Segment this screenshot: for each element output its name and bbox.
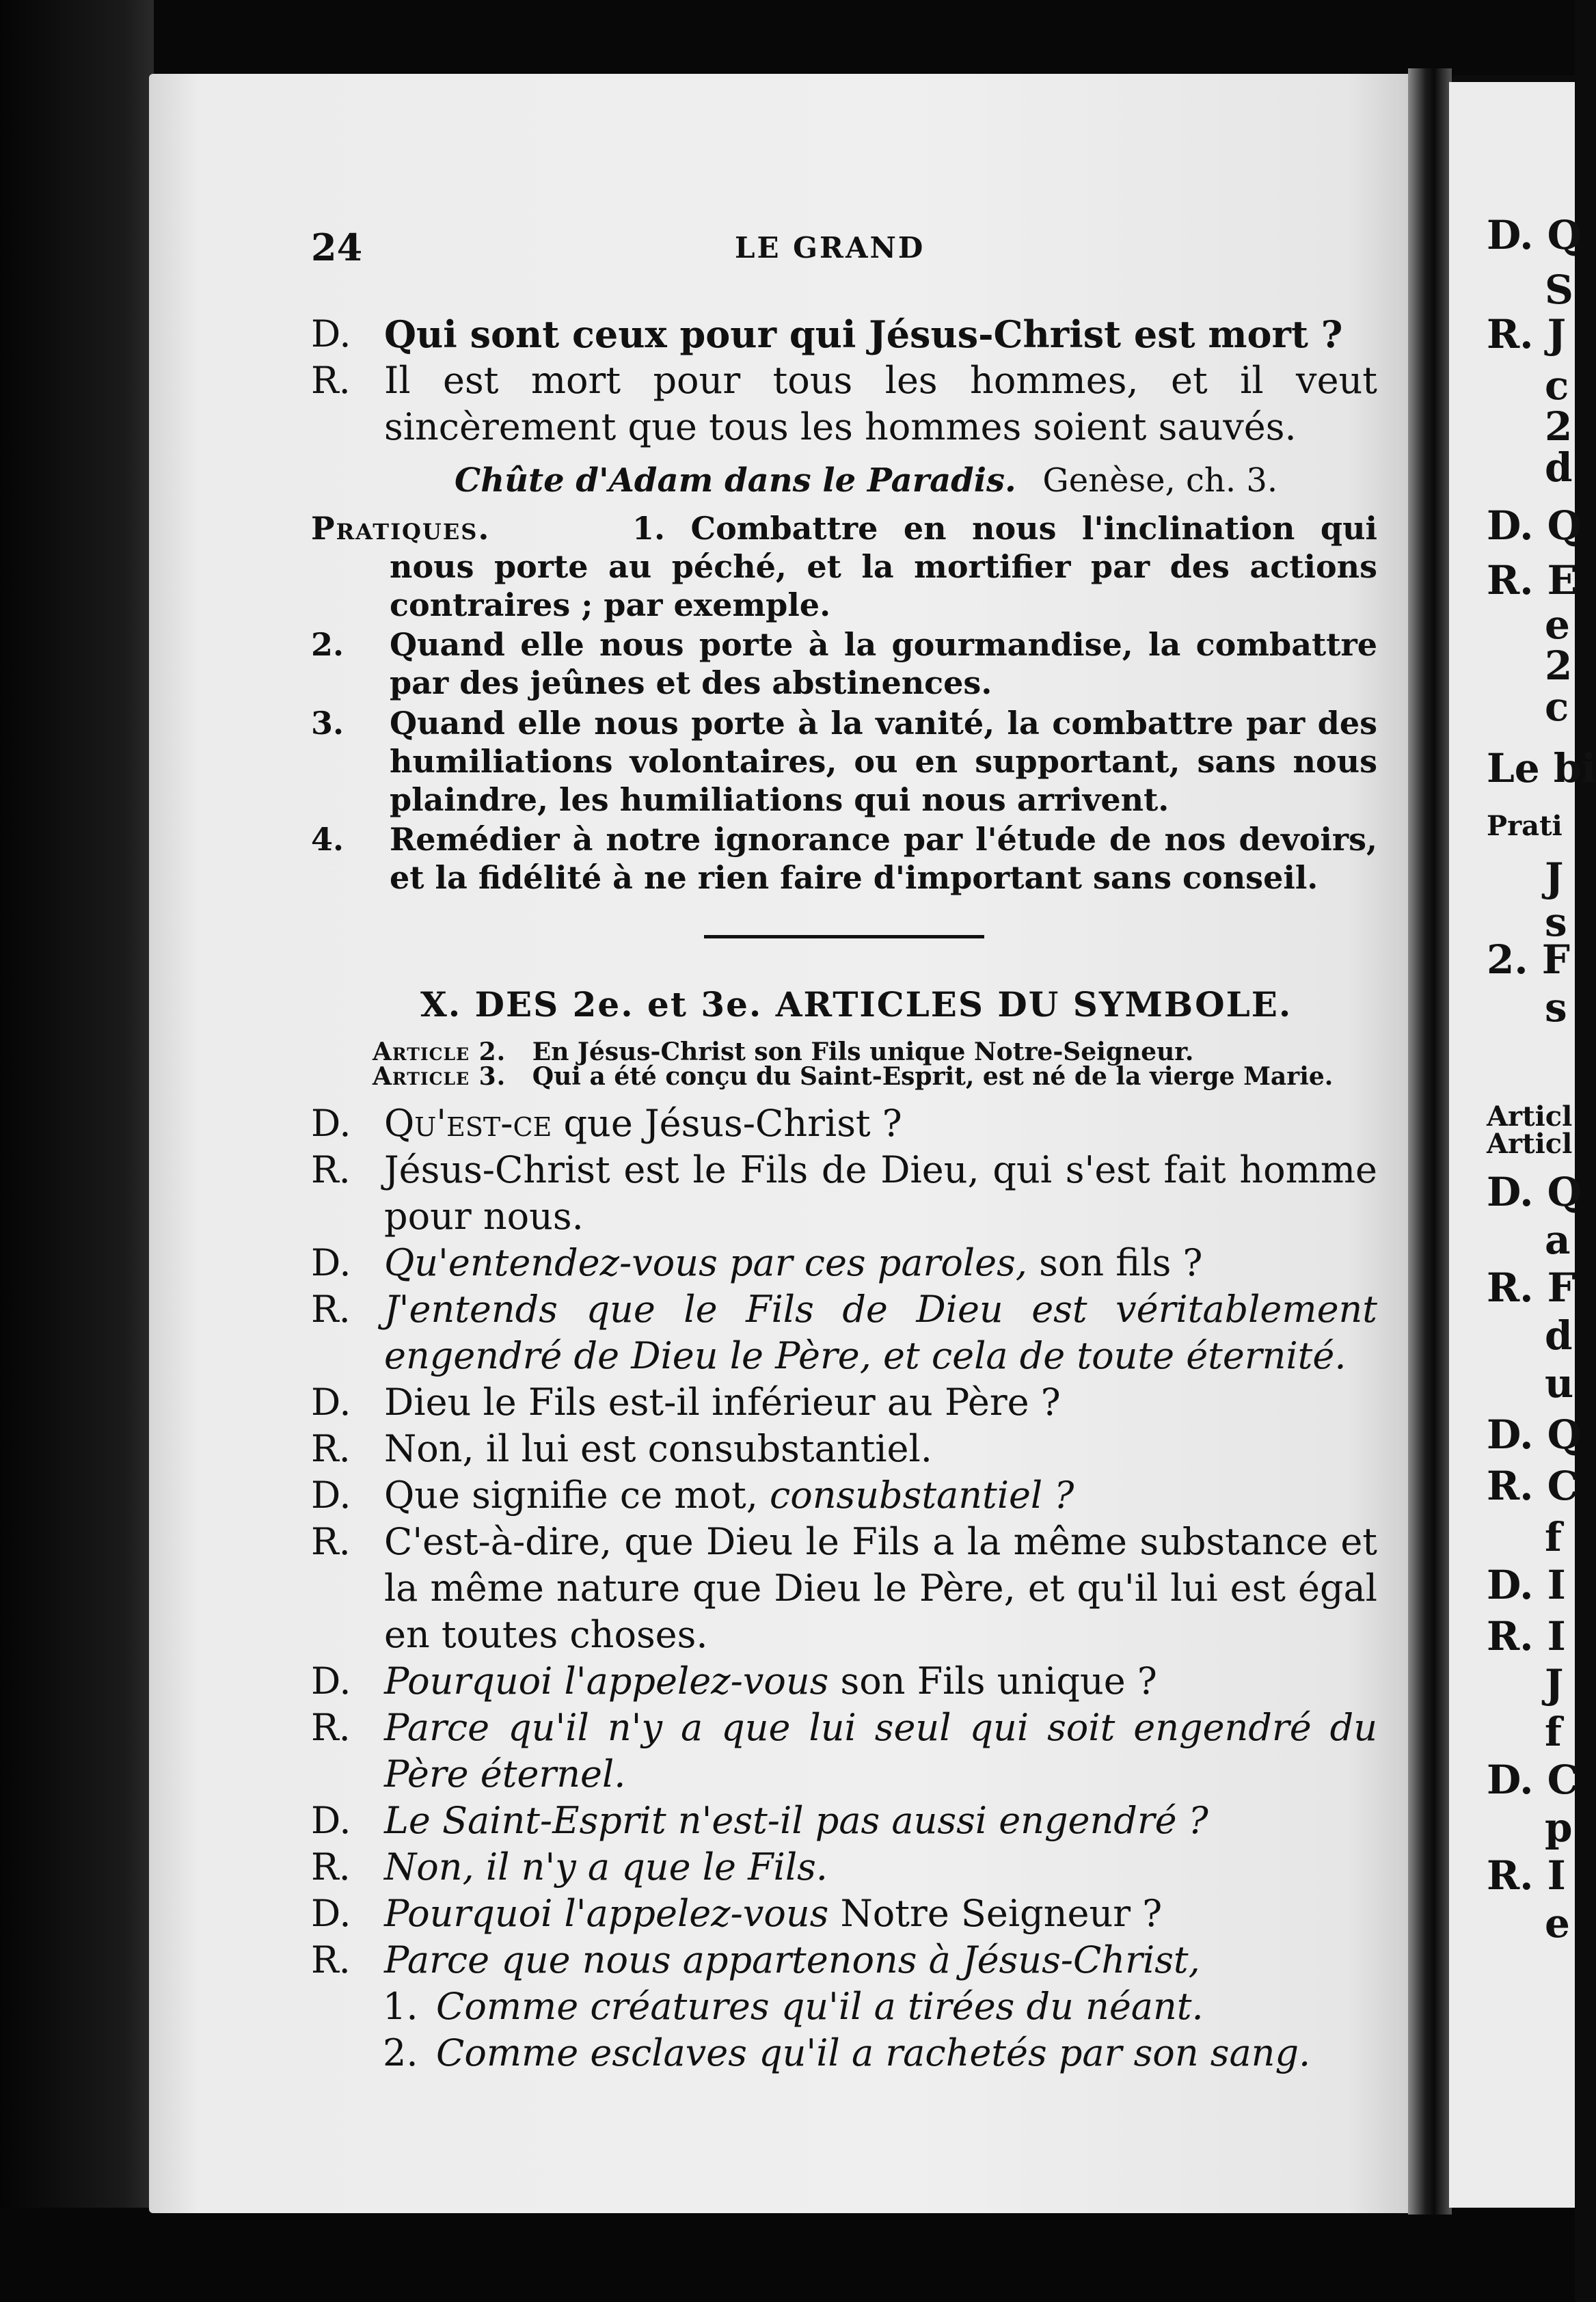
reason-item: 1. Comme créatures qu'il a tirées du néant. [383,1985,1204,2028]
facing-page-line: D. I [1487,1562,1566,1608]
facing-page-line: D. C [1487,1757,1579,1803]
facing-page-line: D. Q [1487,212,1582,258]
scan-edge-left [0,0,154,2302]
facing-page-line: D. Q [1487,502,1582,549]
facing-page-line: D. Q [1487,1411,1582,1458]
facing-page-line: R. E [1487,557,1578,604]
answer: R. Jésus-Christ est le Fils de Dieu, qui s'est fait homme pour nous. [311,1148,1377,1238]
facing-page-line: e [1545,601,1570,648]
question: D. Qui sont ceux pour qui Jésus-Christ est mort ? [311,312,1343,356]
facing-page-line: u [1545,1360,1574,1407]
page-number: 24 [311,226,363,269]
article-line: Article 3. Qui a été conçu du Saint-Esprit, est né de la vierge Marie. [373,1062,1334,1091]
answer: R. C'est-à-dire, que Dieu le Fils a la même substance et la même nature que Dieu le Père, et qu'il lui est égal en toutes choses. [311,1520,1377,1656]
practice-item: 3. Quand elle nous porte à la vanité, la combattre par des humiliations volontaires, ou en supportant, sans nous plaindre, les humiliations qui nous arrivent. [311,705,1377,818]
facing-page-line: R. C [1487,1463,1579,1509]
question: D. Dieu le Fils est-il inférieur au Père ? [311,1381,1061,1424]
facing-page-line: J [1545,854,1564,901]
article-line: Article 2. En Jésus-Christ son Fils unique Notre-Seigneur. [373,1038,1194,1066]
facing-page-line: s [1545,984,1567,1031]
facing-page-line: S [1545,267,1573,313]
answer: R. J'entends que le Fils de Dieu est véritablement engendré de Dieu le Père, et cela de toute éternité. [311,1288,1377,1377]
practice-item: 4. Remédier à notre ignorance par l'étude de nos devoirs, et la fidélité à ne rien faire d'important sans conseil. [311,821,1377,896]
scan-edge-bottom [0,2208,1575,2302]
facing-page-line: d [1545,1312,1573,1359]
question: D. Pourquoi l'appelez-vous Notre Seigneur ? [311,1892,1163,1935]
facing-page-line: c [1545,683,1569,730]
illustration-caption: Chûte d'Adam dans le Paradis. Genèse, ch. 3. [455,461,1278,500]
facing-page-line: f [1545,1709,1562,1755]
facing-page-line: Articl [1487,1100,1573,1133]
facing-page-line: c [1545,362,1569,409]
question: D. Qu'est-ce que Jésus-Christ ? [311,1102,902,1145]
reason-item: 2. Comme esclaves qu'il a rachetés par son sang. [383,2031,1311,2074]
facing-page-line: f [1545,1514,1562,1560]
facing-page-line: J [1545,1661,1564,1707]
facing-page-line: a [1545,1217,1571,1263]
facing-page-line: p [1545,1804,1573,1851]
section-divider [704,935,984,938]
facing-page-line: R. I [1487,1852,1566,1899]
facing-page-line: 2 [1545,642,1573,689]
question: D. Que signifie ce mot, consubstantiel ? [311,1474,1074,1517]
question: D. Pourquoi l'appelez-vous son Fils unique ? [311,1660,1157,1703]
facing-page-line: 2 [1545,403,1573,450]
answer: R. Il est mort pour tous les hommes, et il veut sincèrement que tous les hommes soient sauvés. [311,359,1377,448]
facing-page-line: Le bi [1487,745,1596,791]
answer: R. Non, il lui est consubstantiel. [311,1427,932,1470]
question: D. Qu'entendez-vous par ces paroles, son fils ? [311,1241,1203,1284]
section-title: X. DES 2e. et 3e. ARTICLES DU SYMBOLE. [420,984,1293,1025]
answer: R. Parce qu'il n'y a que lui seul qui soit engendré du Père éternel. [311,1706,1377,1796]
facing-page-fragment [1449,82,1596,2208]
question: D. Le Saint-Esprit n'est-il pas aussi engendré ? [311,1799,1208,1842]
answer: R. Non, il n'y a que le Fils. [311,1845,828,1888]
practices-heading: Pratiques. [311,510,491,547]
practice-item: Pratiques. 1. Combattre en nous l'inclination qui nous porte au péché, et la mortifier par des actions contraires ; par exemple. [311,510,1377,623]
facing-page-line: R. F [1487,1264,1575,1311]
facing-page-line: 2. F [1487,936,1570,983]
facing-page-line: e [1545,1900,1570,1947]
answer: R. Parce que nous appartenons à Jésus-Christ, [311,1938,1200,1981]
facing-page-line: R. I [1487,1613,1566,1660]
practice-item: 2. Quand elle nous porte à la gourmandise, la combattre par des jeûnes et des abstinences. [311,626,1377,701]
running-head: LE GRAND [735,231,925,265]
book-gutter [1408,68,1452,2215]
facing-page-line: Prati [1487,810,1563,842]
facing-page-line: Articl [1487,1128,1573,1160]
facing-page-line: R. J [1487,311,1567,357]
facing-page-line: d [1545,444,1573,491]
page-header [311,226,1377,273]
facing-page-line: s [1545,899,1567,945]
scan-edge-top [0,0,1575,75]
facing-page-line: D. Q [1487,1169,1582,1215]
